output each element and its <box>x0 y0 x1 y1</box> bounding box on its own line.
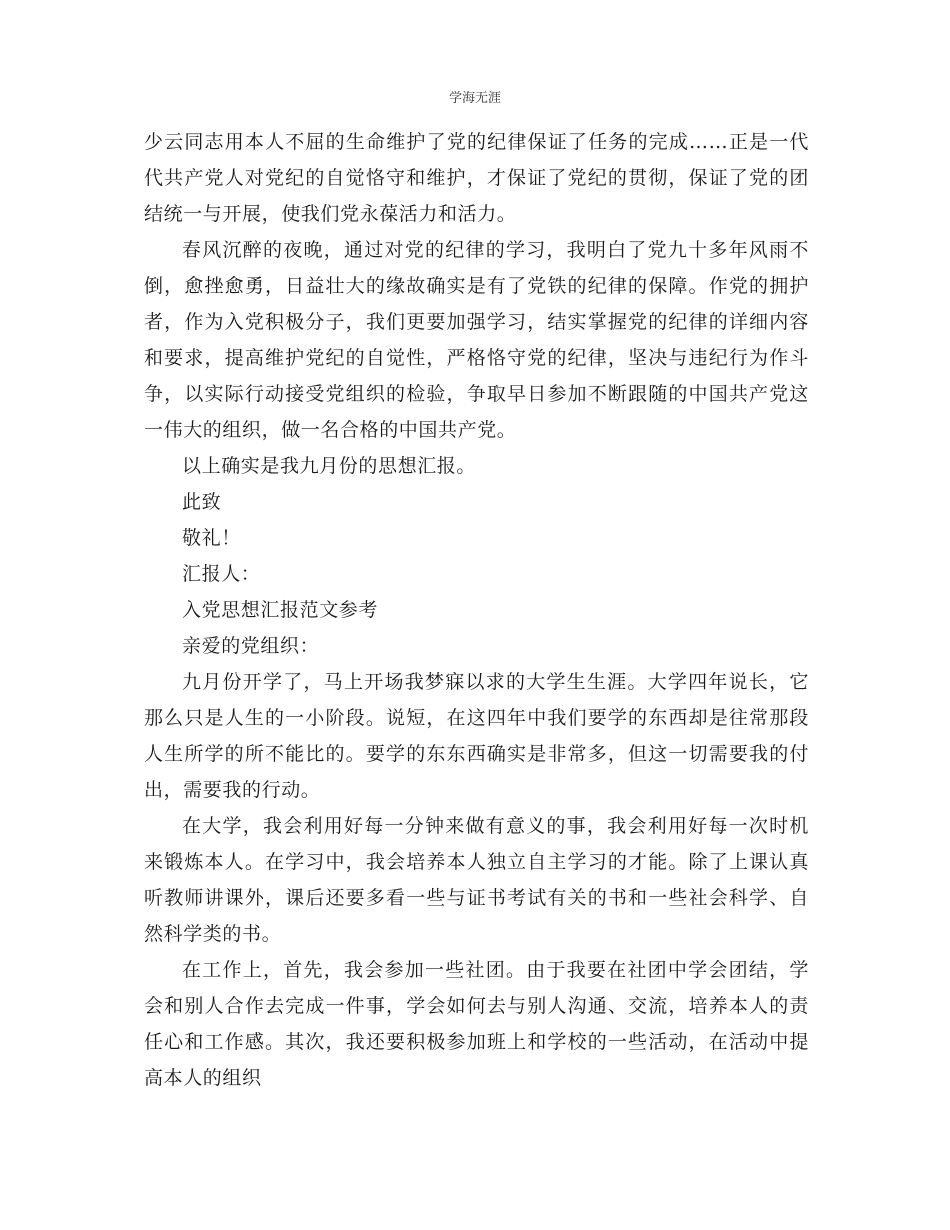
paragraph: 在工作上，首先，我会参加一些社团。由于我要在社团中学会团结，学会和别人合作去完成一件事，学会如何去与别人沟通、交流，培养本人的责任心和工作感。其次，我还要积极参加班上和学校的一些活动，在活动中提高本人的组织 <box>144 959 809 1089</box>
paragraph: 九月份开学了，马上开场我梦寐以求的大学生生涯。大学四年说长，它那么只是人生的一小阶段。说短，在这四年中我们要学的东西却是往常那段人生所学的所不能比的。要学的东东西确实是非常多，但这一切需要我的付出，需要我的行动。 <box>144 671 809 801</box>
paragraph: 春风沉醉的夜晚，通过对党的纪律的学习，我明白了党九十多年风雨不倒，愈挫愈勇，日益壮大的缘故确实是有了党铁的纪律的保障。作党的拥护者，作为入党积极分子，我们更要加强学习，结实掌握党的纪律的详细内容和要求，提高维护党纪的自觉性，严格恪守党的纪律，坚决与违纪行为作斗争，以实际行动接受党组织的检验，争取早日参加不断跟随的中国共产党这一伟大的组织，做一名合格的中国共产党。 <box>144 239 809 441</box>
paragraph: 少云同志用本人不屈的生命维护了党的纪律保证了任务的完成……正是一代代共产党人对党纪的自觉恪守和维护，才保证了党纪的贯彻，保证了党的团结统一与开展，使我们党永葆活力和活力。 <box>144 131 809 225</box>
paragraph: 在大学，我会利用好每一分钟来做有意义的事，我会利用好每一次时机来锻炼本人。在学习中，我会培养本人独立自主学习的才能。除了上课认真听教师讲课外，课后还要多看一些与证书考试有关的书和一些社会科学、自然科学类的书。 <box>144 815 809 945</box>
document-body <box>144 124 809 1096</box>
paragraph: 入党思想汇报范文参考 <box>182 599 379 621</box>
paragraph: 以上确实是我九月份的思想汇报。 <box>182 455 477 477</box>
paragraph: 敬礼！ <box>182 527 241 549</box>
paragraph: 此致 <box>182 491 222 513</box>
page-header: 学海无涯 <box>448 91 501 106</box>
paragraph: 亲爱的党组织： <box>182 635 320 657</box>
paragraph: 汇报人： <box>182 563 261 585</box>
